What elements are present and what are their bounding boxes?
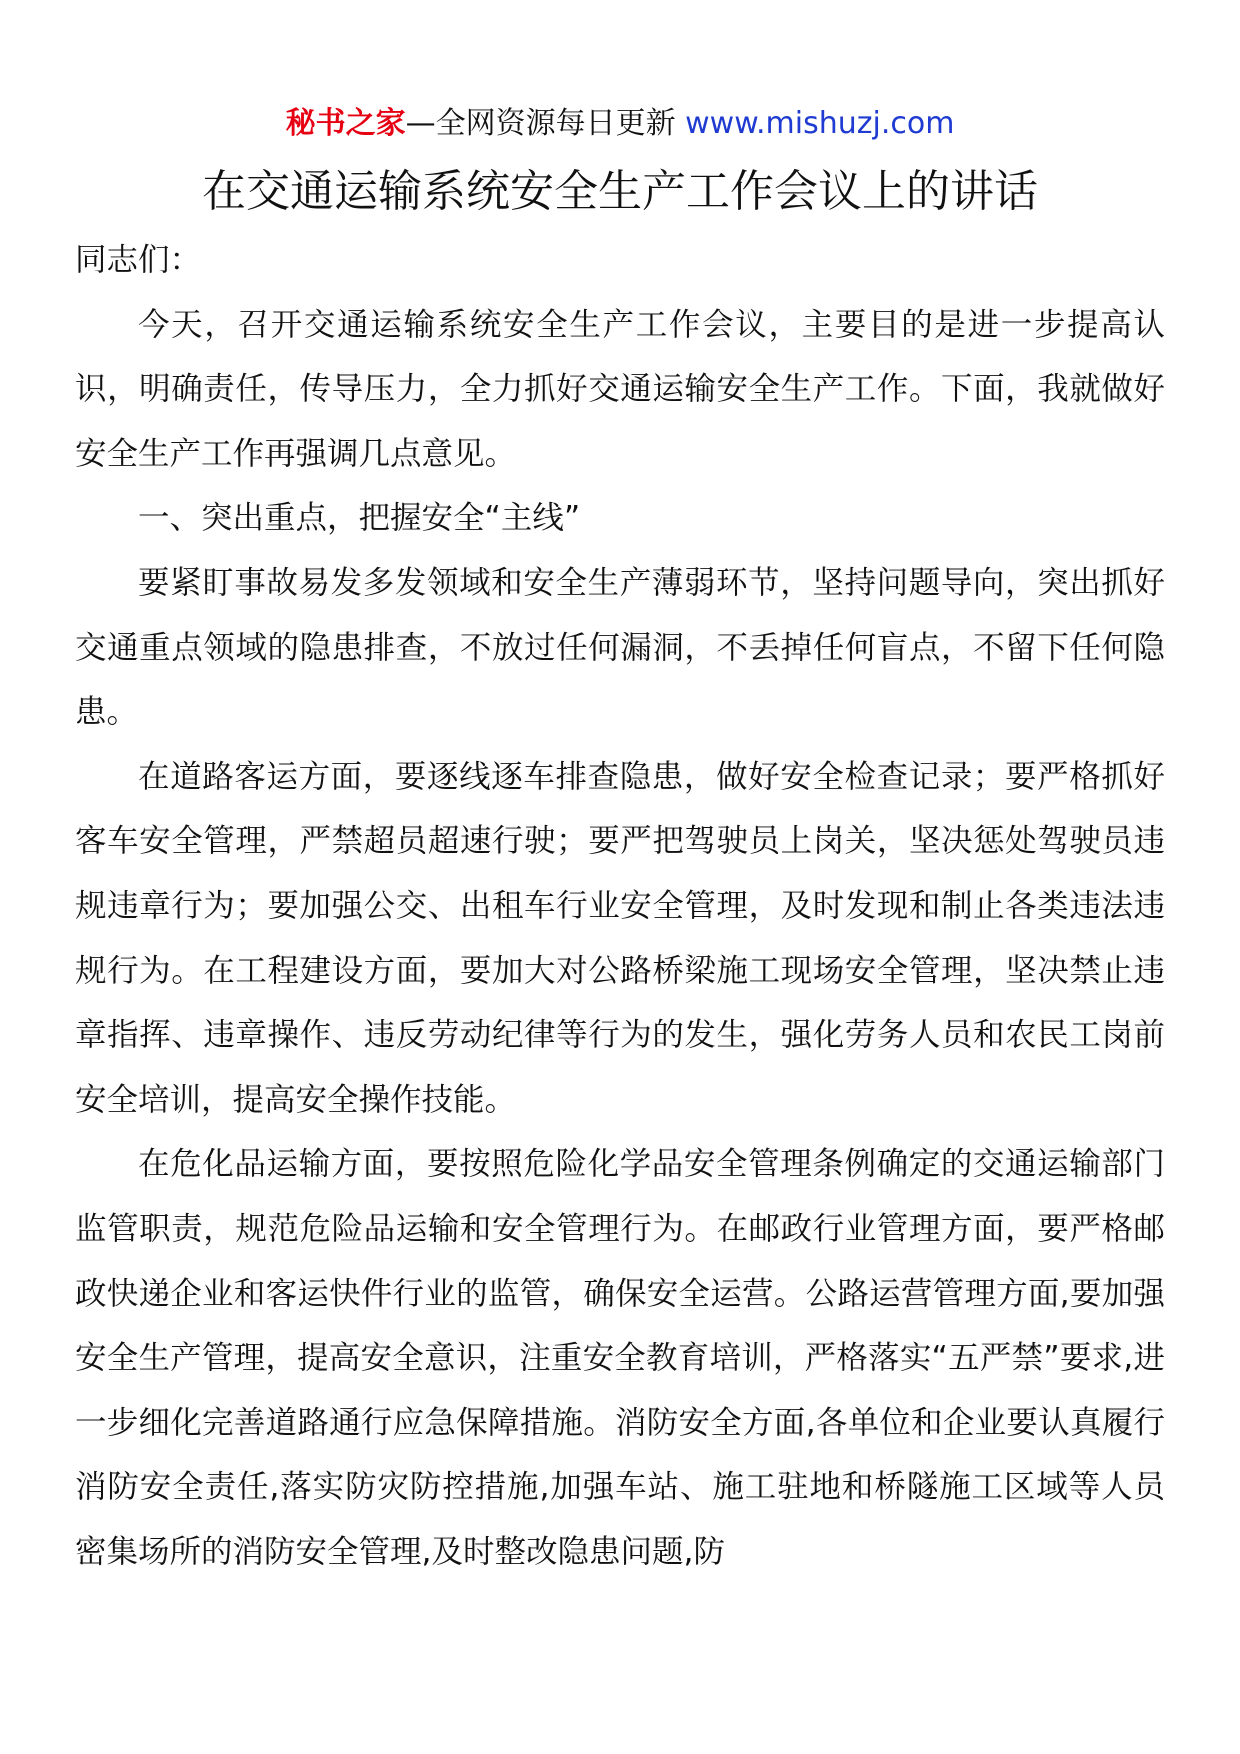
body-paragraph: 今天，召开交通运输系统安全生产工作会议，主要目的是进一步提高认识，明确责任，传导压力，全力抓好交通运输安全生产工作。下面，我就做好安全生产工作再强调几点意见。: [75, 306, 1165, 472]
banner-slogan: —全网资源每日更新: [405, 106, 686, 141]
section-heading: 一、突出重点，把握安全“主线”: [138, 500, 581, 537]
greeting: 同志们：: [75, 242, 202, 278]
body-paragraph: 在危化品运输方面，要按照危险化学品安全管理条例确定的交通运输部门监管职责，规范危险品运输和安全管理行为。在邮政行业管理方面，要严格邮政快递企业和客运快件行业的监管，确保安全运营。公路运营管理方面,要加强安全生产管理，提高安全意识，注重安全教育培训，严格落实“五严禁”要求,进一步细化完善道路通行应急保障措施。消防安全方面,各单位和企业要认真履行消防安全责任,落实防灾防控措施,加强车站、施工驻地和桥隧施工区域等人员密集场所的消防安全管理,及时整改隐患问题,防: [75, 1146, 1165, 1570]
site-banner: [0, 100, 1240, 148]
document-body: [75, 228, 1165, 1584]
body-paragraph: 在道路客运方面，要逐线逐车排查隐患，做好安全检查记录；要严格抓好客车安全管理，严禁超员超速行驶；要严把驾驶员上岗关，坚决惩处驾驶员违规违章行为；要加强公交、出租车行业安全管理，及时发现和制止各类违法违规行为。在工程建设方面，要加大对公路桥梁施工现场安全管理，坚决禁止违章指挥、违章操作、违反劳动纪律等行为的发生，强化劳务人员和农民工岗前安全培训，提高安全操作技能。: [75, 758, 1165, 1118]
body-paragraph: 要紧盯事故易发多发领域和安全生产薄弱环节，坚持问题导向，突出抓好交通重点领域的隐患排查，不放过任何漏洞，不丢掉任何盲点，不留下任何隐患。: [75, 564, 1165, 731]
document-title: 在交通运输系统安全生产工作会议上的讲话: [202, 166, 1038, 217]
site-url-link[interactable]: www.mishuzj.com: [685, 106, 955, 141]
brand-name: 秘书之家: [285, 106, 406, 141]
